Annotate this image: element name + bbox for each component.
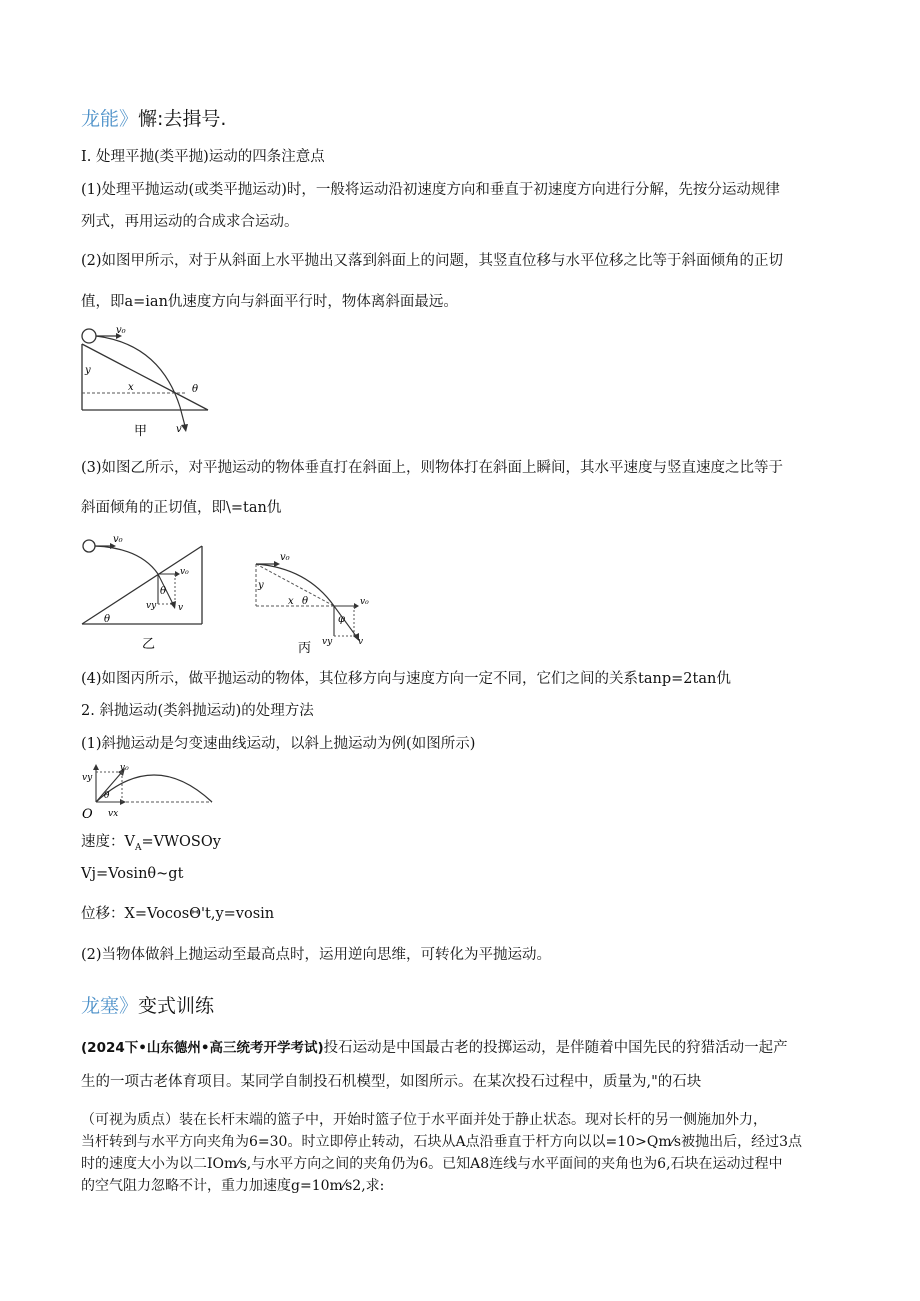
label-x: x [128,382,134,393]
label-v0-top: v₀ [113,534,123,545]
displacement-formula: 位移：X=VocosΘ't,y=vosin [81,906,275,922]
speed-label: 速度：V [81,834,135,850]
label-vy: vy [322,637,333,647]
vx-arrowhead [120,799,126,805]
label-theta-inner: θ [160,586,167,597]
paragraph-1-2b: 值，即a=ian仇速度方向与斜面平行时，物体离斜面最远。 [81,294,458,310]
vy-formula: Vj=Vosinθ~gt [81,866,184,882]
label-O: O [82,807,93,822]
caption-bing: 丙 [298,641,312,656]
paragraph-2-1: (1)斜抛运动是匀变速曲线运动，以斜上抛运动为例(如图所示) [81,736,476,752]
vy-arrowhead [93,764,99,770]
ball [82,329,96,343]
displacement-dashed [256,564,334,606]
label-theta: θ [192,384,199,395]
label-phi: φ [338,614,346,625]
problem-line-1 [81,1038,788,1058]
paragraph-2-2: (2)当物体做斜上抛运动至最高点时，运用逆向思维，可转化为平抛运动。 [81,947,552,963]
problem-line-5: 时的速度大小为以二IOm⁄s,与水平方向之间的夹角仍为6。已知A8连线与水平面间的夹角也为6,石块在运动过程中 [81,1156,783,1172]
figure-oblique [80,760,220,822]
problem-line-2: 生的一项古老体育项目。某同学自制投石机模型，如图所示。在某次投石过程中，质量为,"的石块 [81,1074,702,1090]
label-vy: vy [146,601,157,611]
paragraph-1-1a: (1)处理平抛运动(或类平抛运动)时，一般将运动沿初速度方向和垂直于初速度方向进行分解，先按分运动规律 [81,182,780,198]
caption-jia: 甲 [134,424,148,439]
label-theta: θ [104,614,111,625]
paragraph-1-2a: (2)如图甲所示，对于从斜面上水平抛出又落到斜面上的问题，其竖直位移与水平位移之比等于斜面倾角的正切 [81,253,784,269]
figure-jia [80,322,220,440]
ball [83,540,95,552]
label-vx: vx [108,809,119,819]
label-v: v [178,603,184,613]
paragraph-1-3a: (3)如图乙所示，对平抛运动的物体垂直打在斜面上，则物体打在斜面上瞬间，其水平速度与竖直速度之比等于 [81,460,784,476]
section-brand: 龙塞》 [81,995,139,1017]
label-v: v [176,424,182,435]
v0-right-arrowhead [354,603,359,609]
v-arrowhead [181,424,188,432]
speed-rest: =VWOSOy [141,834,221,850]
section-title: 变式训练 [138,995,215,1017]
speed-formula [81,832,221,858]
speed-subscript: A [134,842,142,853]
label-x: x [288,596,294,607]
label-theta: θ [302,596,309,607]
section-title: 懈:去揖号. [138,108,227,130]
label-y: y [258,580,264,591]
trajectory [96,336,180,407]
trajectory [96,775,212,802]
label-v0: v₀ [120,763,129,773]
label-v0-top: v₀ [280,552,290,563]
trajectory [95,546,158,574]
figure-yi [80,532,210,656]
label-v0-right: v₀ [180,567,189,577]
subsection-title-1: I. 处理平抛(类平抛)运动的四条注意点 [81,149,325,165]
incline [82,546,202,624]
figure-bing [252,548,382,660]
caption-yi: 乙 [142,637,156,652]
problem-line-4: 当杆转到与水平方向夹角为6=30。时立即停止转动，石块从A点沿垂直于杆方向以以=10>Qm⁄s被抛出后，经过3点 [81,1134,803,1150]
section-heading-method [81,106,226,132]
label-vy: vy [82,773,93,783]
label-theta: θ [104,791,110,801]
problem-line-6: 的空气阻力忽略不计，重力加速度g=10m⁄s2,求: [81,1178,385,1194]
label-v: v [358,637,364,647]
label-v0: v₀ [116,325,126,336]
v-arrowhead [170,601,176,609]
problem-line-3: （可视为质点）装在长杆末端的篮子中，开始时篮子位于水平面并处于静止状态。现对长杆的另一侧施加外力， [81,1112,767,1128]
section-heading-practice [81,993,214,1019]
section-brand: 龙能》 [81,108,139,130]
problem-text-1: 投石运动是中国最古老的投掷运动，是伴随着中国先民的狩猎活动一起产 [323,1040,788,1056]
paragraph-1-3b: 斜面倾角的正切值，即\=tan仇 [81,500,282,516]
subsection-title-2: 2. 斜抛运动(类斜抛运动)的处理方法 [81,703,314,719]
paragraph-1-1b: 列式，再用运动的合成求合运动。 [81,214,299,230]
problem-source: (2024下•山东德州•高三统考开学考试) [81,1040,324,1056]
paragraph-1-4: (4)如图丙所示，做平抛运动的物体，其位移方向与速度方向一定不同，它们之间的关系tanp=2tan仇 [81,671,731,687]
label-v0-right: v₀ [360,597,369,607]
label-y: y [85,365,91,376]
